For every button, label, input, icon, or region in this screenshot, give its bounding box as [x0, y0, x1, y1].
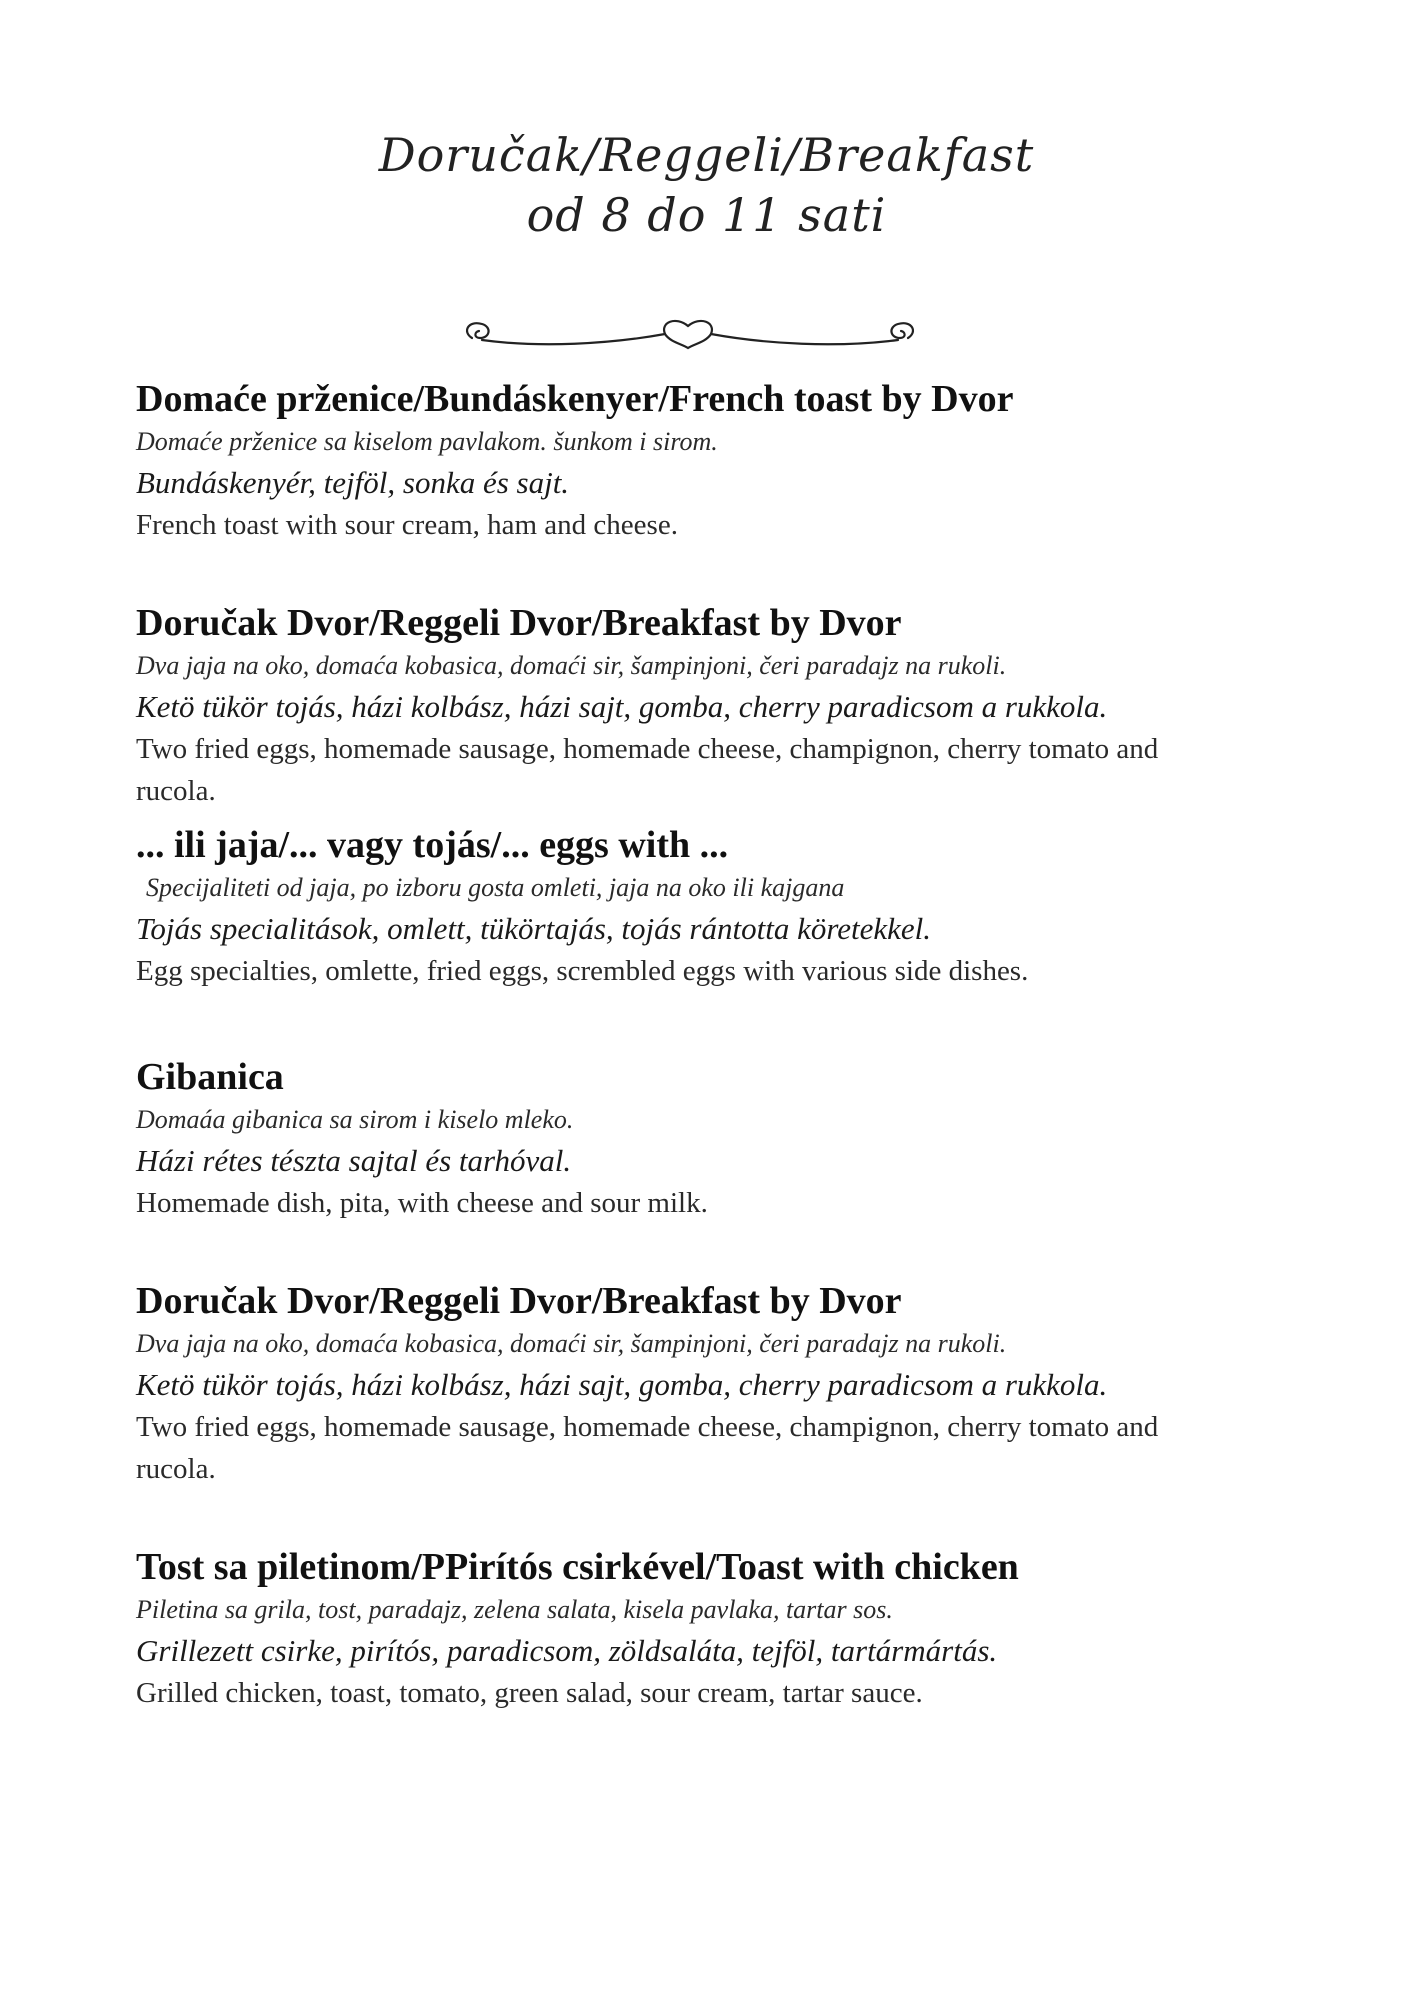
item-description-hu: Grillezett csirke, pirítós, paradicsom, zöldsaláta, tejföl, tartármártás. [136, 1633, 998, 1668]
item-description-en: Two fried eggs, homemade sausage, homemade cheese, champignon, cherry tomato and rucola. [136, 733, 1159, 807]
item-description-en: Grilled chicken, toast, tomato, green salad, sour cream, tartar sauce. [136, 1677, 923, 1709]
flourish-heart-divider-icon [460, 310, 920, 360]
item-description-sr: Dva jaja na oko, domaća kobasica, domaći sir, šampinjoni, čeri paradajz na rukoli. [136, 651, 1007, 680]
item-description-hu: Házi rétes tészta sajtal és tarhóval. [136, 1143, 572, 1178]
item-description-sr: Dva jaja na oko, domaća kobasica, domaći sir, šampinjoni, čeri paradajz na rukoli. [136, 1329, 1007, 1358]
item-description-hu: Ketö tükör tojás, házi kolbász, házi sajt, gomba, cherry paradicsom a rukkola. [136, 689, 1108, 724]
item-title: Doručak Dvor/Reggeli Dvor/Breakfast by Dvor [136, 602, 902, 644]
item-description-sr: Domaće prženice sa kiselom pavlakom. šunkom i sirom. [136, 427, 718, 456]
item-description-hu: Ketö tükör tojás, házi kolbász, házi sajt, gomba, cherry paradicsom a rukkola. [136, 1367, 1108, 1402]
item-description-en: Homemade dish, pita, with cheese and sour milk. [136, 1187, 708, 1219]
menu-item [136, 600, 1316, 812]
menu-hours: od 8 do 11 sati [526, 188, 887, 242]
item-description-sr: Specijaliteti od jaja, po izboru gosta omleti, jaja na oko ili kajgana [146, 873, 845, 902]
item-title: ... ili jaja/... vagy tojás/... eggs with ... [136, 824, 729, 866]
item-title: Tost sa piletinom/PPirítós csirkével/Toast with chicken [136, 1546, 1019, 1588]
item-description-sr: Domaáa gibanica sa sirom i kiselo mleko. [136, 1105, 574, 1134]
item-title: Doručak Dvor/Reggeli Dvor/Breakfast by Dvor [136, 1280, 902, 1322]
menu-item [136, 1054, 1316, 1224]
menu-title: Doručak/Reggeli/Breakfast [378, 128, 1035, 182]
menu-item [136, 1544, 1316, 1714]
menu-item [136, 1278, 1316, 1490]
item-description-hu: Tojás specialitások, omlett, tükörtajás, tojás rántotta köretekkel. [136, 911, 932, 946]
item-description-en: French toast with sour cream, ham and cheese. [136, 509, 678, 541]
item-description-hu: Bundáskenyér, tejföl, sonka és sajt. [136, 465, 570, 500]
item-description-en: Egg specialties, omlette, fried eggs, scrembled eggs with various side dishes. [136, 955, 1029, 987]
menu-item [136, 376, 1316, 546]
item-description-en: Two fried eggs, homemade sausage, homemade cheese, champignon, cherry tomato and rucola. [136, 1411, 1159, 1485]
menu-item [136, 822, 1316, 992]
item-description-sr: Piletina sa grila, tost, paradajz, zelena salata, kisela pavlaka, tartar sos. [136, 1595, 893, 1624]
item-title: Gibanica [136, 1056, 284, 1098]
item-title: Domaće prženice/Bundáskenyer/French toast by Dvor [136, 378, 1014, 420]
